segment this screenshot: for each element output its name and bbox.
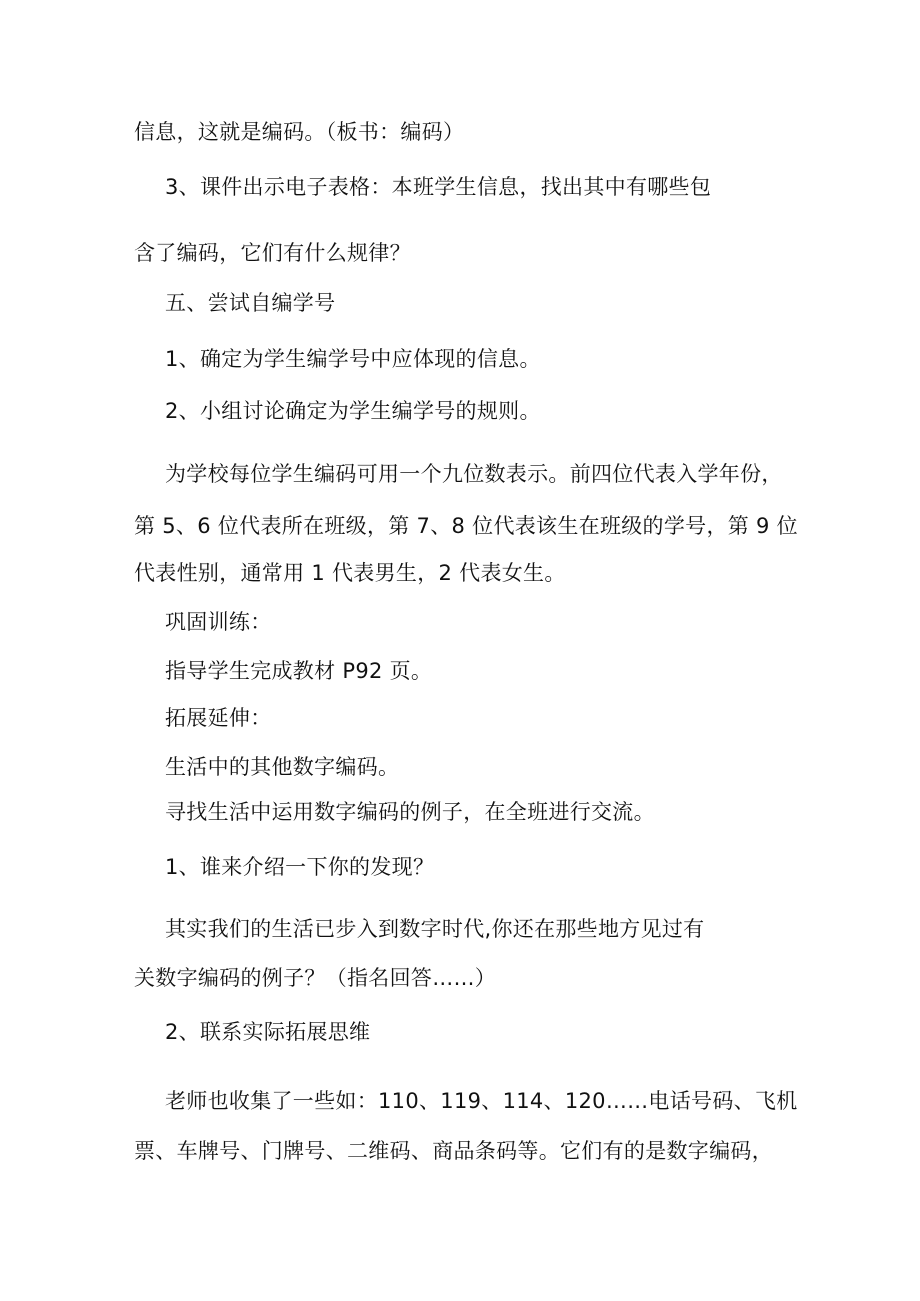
text-line-17: 关数字编码的例子？（指名回答……） xyxy=(134,966,497,990)
text-line-16: 其实我们的生活已步入到数字时代,你还在那些地方见过有 xyxy=(165,917,705,941)
text-line-1: 信息，这就是编码。（板书：编码） xyxy=(134,120,465,144)
text-line-19: 老师也收集了一些如：110、119、114、120……电话号码、飞机 xyxy=(165,1089,798,1113)
text-line-10: 巩固训练： xyxy=(165,610,272,634)
section-heading: 五、尝试自编学号 xyxy=(165,291,336,315)
text-line-12: 拓展延伸： xyxy=(165,706,272,730)
text-line-18: 2、联系实际拓展思维 xyxy=(165,1020,371,1044)
text-line-20: 票、车牌号、门牌号、二维码、商品条码等。它们有的是数字编码， xyxy=(134,1139,773,1163)
text-line-8: 第 5、6 位代表所在班级，第 7、8 位代表该生在班级的学号，第 9 位 xyxy=(134,514,798,538)
text-line-2: 3、课件出示电子表格：本班学生信息，找出其中有哪些包 xyxy=(165,175,712,199)
text-line-13: 生活中的其他数字编码。 xyxy=(165,755,400,779)
text-line-6: 2、小组讨论确定为学生编学号的规则。 xyxy=(165,399,541,423)
text-line-5: 1、确定为学生编学号中应体现的信息。 xyxy=(165,347,541,371)
text-line-14: 寻找生活中运用数字编码的例子，在全班进行交流。 xyxy=(165,800,655,824)
text-line-15: 1、谁来介绍一下你的发现？ xyxy=(165,855,435,879)
text-line-11: 指导学生完成教材 P92 页。 xyxy=(165,659,433,683)
text-line-3: 含了编码，它们有什么规律？ xyxy=(134,241,411,265)
text-line-7: 为学校每位学生编码可用一个九位数表示。前四位代表入学年份， xyxy=(165,462,783,486)
text-line-9: 代表性别，通常用 1 代表男生，2 代表女生。 xyxy=(134,561,566,585)
